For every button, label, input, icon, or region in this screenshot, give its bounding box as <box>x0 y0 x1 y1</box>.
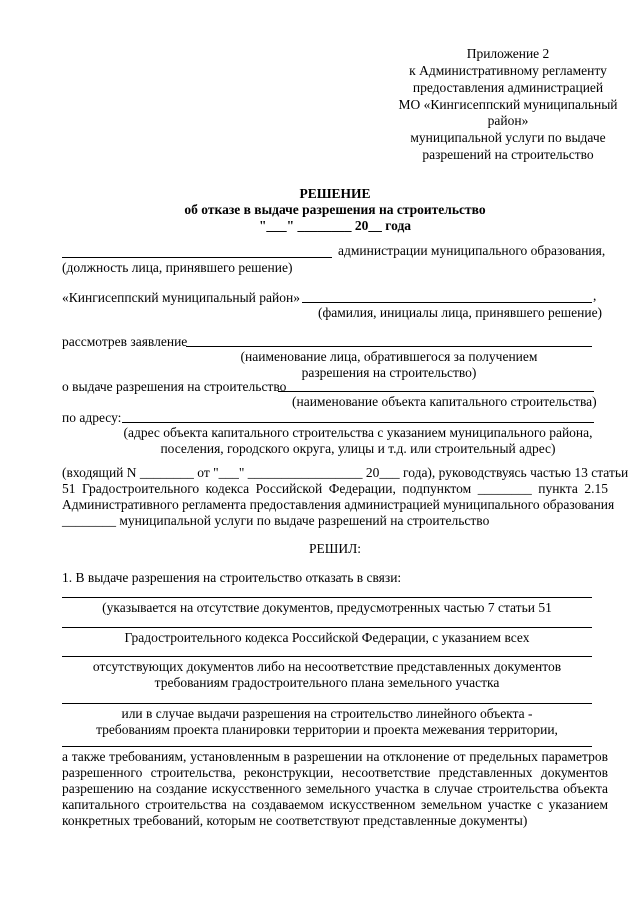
address-hint: (адрес объекта капитального строительства с указанием муниципального района, <box>123 425 593 440</box>
reason-hint: отсутствующих документов либо на несоответствие представленных документов <box>92 659 562 674</box>
considered-text: рассмотрев заявление <box>62 334 188 349</box>
decided-heading: РЕШИЛ: <box>308 541 362 556</box>
district-text: «Кингисеппский муниципальный район» <box>62 290 300 305</box>
appendix-line: разрешений на строительство <box>422 147 594 162</box>
name-hint: (фамилия, инициалы лица, принявшего решение) <box>318 305 603 320</box>
name-blank-line <box>302 302 592 303</box>
paragraph-line: (входящий N ________ от "___" _________________ 20___ года), руководствуясь частью 13 статьи <box>62 465 629 480</box>
position-blank-line <box>62 257 332 258</box>
reason-blank-line <box>62 597 592 598</box>
document-subtitle: об отказе в выдаче разрешения на строительство <box>184 202 486 217</box>
address-label: по адресу: <box>62 410 122 425</box>
address-blank-line <box>122 422 594 423</box>
reason-blank-line <box>62 746 592 747</box>
reason-hint: (указывается на отсутствие документов, предусмотренных частью 7 статьи 51 <box>102 600 552 615</box>
reason-hint: требованиям градостроительного плана земельного участка <box>154 675 500 690</box>
about-issue-text: о выдаче разрешения на строительство <box>62 379 287 394</box>
reason-blank-line <box>62 703 592 704</box>
position-hint: (должность лица, принявшего решение) <box>62 260 293 275</box>
paragraph-line: разрешенного строительства, реконструкции, несоответствие представленных документов <box>62 765 608 780</box>
item-1-text: 1. В выдаче разрешения на строительство отказать в связи: <box>62 570 402 585</box>
reason-hint: требованиям проекта планировки территории и проекта межевания территории, <box>96 722 558 737</box>
object-blank-line <box>278 391 594 392</box>
reason-hint: Градостроительного кодекса Российской Федерации, с указанием всех <box>124 630 530 645</box>
paragraph-line: 51 Градостроительного кодекса Российской Федерации, подпунктом ________ пункта 2.15 <box>62 481 608 496</box>
applicant-hint: разрешения на строительство) <box>301 365 477 380</box>
paragraph-line: капитального строительства на создаваемом искусственном земельном участке с указанием <box>62 797 608 812</box>
reason-blank-line <box>62 656 592 657</box>
paragraph-line: Административного регламента предоставления администрацией муниципального образования <box>62 497 615 512</box>
appendix-line: муниципальной услуги по выдаче <box>410 130 606 145</box>
paragraph-line: ________ муниципальной услуги по выдаче разрешений на строительство <box>62 513 490 528</box>
appendix-line: МО «Кингисеппский муниципальный <box>398 97 618 112</box>
document-date: "___" ________ 20__ года <box>258 218 412 233</box>
incoming-paragraph <box>62 465 629 529</box>
final-paragraph <box>62 749 608 829</box>
reason-hint: или в случае выдачи разрешения на строительство линейного объекта - <box>121 706 533 721</box>
applicant-hint: (наименование лица, обратившегося за получением <box>240 349 538 364</box>
applicant-blank-line <box>186 346 592 347</box>
reason-blank-line <box>62 627 592 628</box>
paragraph-line: а также требованиям, установленным в разрешении на отклонение от предельных параметров <box>62 749 608 764</box>
paragraph-line: разрешению на создание искусственного земельного участка в случае строительства объекта <box>62 781 608 796</box>
object-hint: (наименование объекта капитального строительства) <box>292 394 597 409</box>
address-hint: поселения, городского округа, улицы и т.д. или строительный адрес) <box>160 441 556 456</box>
appendix-line: Приложение 2 <box>466 46 550 61</box>
comma: , <box>593 288 597 303</box>
admin-text: администрации муниципального образования, <box>338 243 606 258</box>
appendix-line: район» <box>487 113 529 128</box>
appendix-line: к Административному регламенту <box>409 63 607 78</box>
document-title: РЕШЕНИЕ <box>299 186 371 201</box>
paragraph-line: конкретных требований, которым не соответствуют представленные документы) <box>62 813 528 828</box>
appendix-line: предоставления администрацией <box>412 80 604 95</box>
